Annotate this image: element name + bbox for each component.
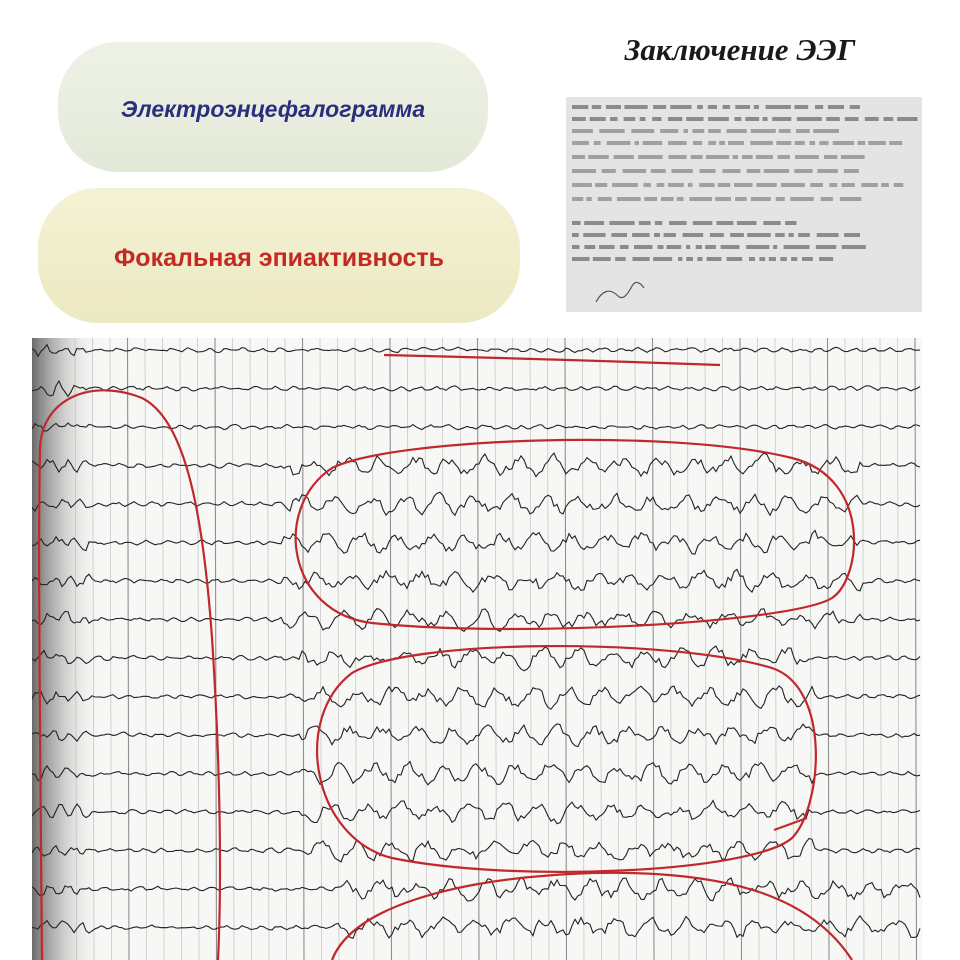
document-text-line [572,183,903,187]
eeg-traces [32,338,922,960]
document-text-line [572,141,902,145]
document-text-line [572,117,918,121]
conclusion-title: Заключение ЭЭГ [624,32,856,67]
signature-scribble [596,282,644,302]
eeg-record [32,338,922,960]
eeg-title-pill [58,42,488,172]
focal-activity-title: Фокальная эпиактивность [113,244,445,272]
eeg-title: Электроэнцефалограмма [120,95,426,122]
document-text-line [572,245,866,249]
conclusion-document-image [566,97,922,312]
document-text-line [572,169,859,173]
focal-activity-pill [38,188,520,323]
document-text-line [572,197,862,201]
document-text-line [572,221,797,225]
document-text-line [572,155,865,159]
document-text-line [572,105,860,109]
document-text-line [572,257,833,261]
document-text-line [572,129,839,133]
document-text-line [572,233,860,237]
conclusion-document-scan [566,97,922,312]
